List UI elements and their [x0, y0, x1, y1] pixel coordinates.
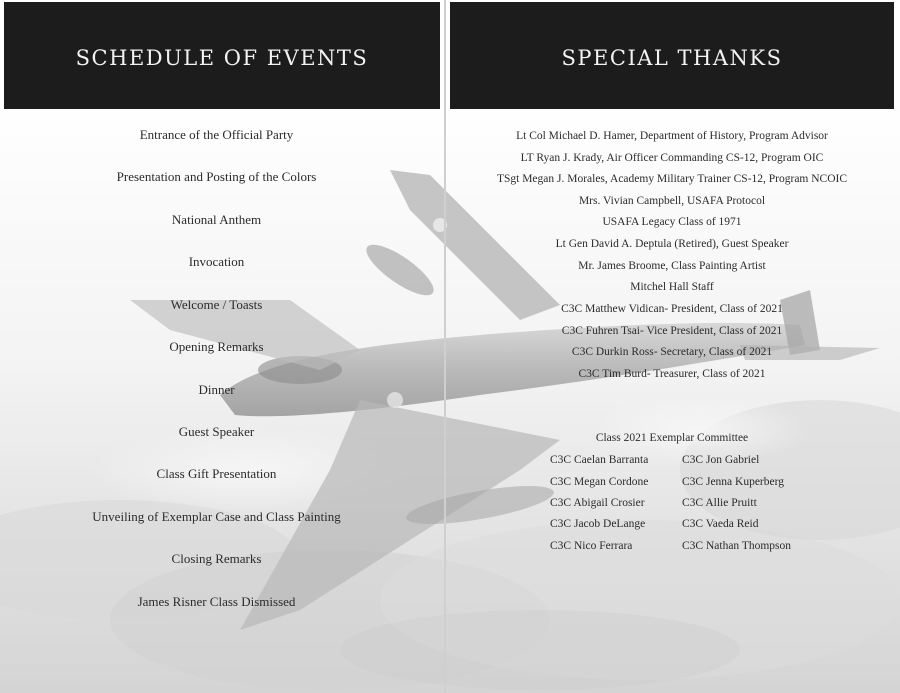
committee-member: C3C Allie Pruitt — [682, 497, 757, 509]
schedule-item: Invocation — [188, 254, 245, 269]
schedule-item: Dinner — [198, 382, 235, 397]
committee-member: C3C Megan Cordone — [550, 476, 649, 488]
schedule-header — [4, 2, 440, 109]
schedule-item: Guest Speaker — [178, 424, 255, 439]
committee-member: C3C Nathan Thompson — [682, 540, 792, 552]
schedule-item: Closing Remarks — [171, 551, 262, 566]
thanks-line: Mr. James Broome, Class Painting Artist — [578, 260, 766, 272]
schedule-item: Entrance of the Official Party — [139, 127, 294, 142]
schedule-item: National Anthem — [171, 212, 262, 227]
thanks-line: C3C Fuhren Tsai- Vice President, Class of 2021 — [561, 325, 783, 337]
thanks-line: TSgt Megan J. Morales, Academy Military Trainer CS-12, Program NCOIC — [496, 173, 848, 185]
thanks-line: Lt Gen David A. Deptula (Retired), Guest Speaker — [555, 238, 789, 250]
committee-member: C3C Nico Ferrara — [550, 540, 633, 552]
schedule-item: Unveiling of Exemplar Case and Class Painting — [92, 509, 341, 524]
committee-member: C3C Jacob DeLange — [550, 518, 646, 530]
schedule-item: Class Gift Presentation — [156, 466, 277, 481]
schedule-item: Presentation and Posting of the Colors — [116, 169, 317, 184]
committee-member: C3C Vaeda Reid — [682, 518, 759, 530]
thanks-line: C3C Matthew Vidican- President, Class of 2021 — [561, 303, 783, 315]
committee-title: Class 2021 Exemplar Committee — [595, 432, 749, 444]
special-thanks-header — [450, 2, 894, 109]
schedule-title: SCHEDULE OF EVENTS — [75, 45, 369, 70]
thanks-line: C3C Tim Burd- Treasurer, Class of 2021 — [578, 368, 766, 380]
schedule-item: Opening Remarks — [169, 339, 264, 354]
schedule-item: Welcome / Toasts — [170, 297, 263, 312]
committee-member: C3C Abigail Crosier — [550, 497, 645, 509]
committee-member: C3C Jon Gabriel — [682, 454, 760, 466]
committee-member: C3C Jenna Kuperberg — [682, 476, 784, 488]
special-thanks-title: SPECIAL THANKS — [561, 45, 783, 70]
thanks-line: Mitchel Hall Staff — [630, 281, 714, 293]
thanks-line: C3C Durkin Ross- Secretary, Class of 2021 — [571, 346, 773, 358]
page-fold — [444, 0, 446, 693]
thanks-line: LT Ryan J. Krady, Air Officer Commanding CS-12, Program OIC — [520, 152, 824, 164]
thanks-line: USAFA Legacy Class of 1971 — [602, 216, 742, 228]
thanks-line: Mrs. Vivian Campbell, USAFA Protocol — [578, 195, 766, 207]
thanks-line: Lt Col Michael D. Hamer, Department of History, Program Advisor — [516, 130, 828, 142]
schedule-item: James Risner Class Dismissed — [137, 594, 296, 609]
committee-member: C3C Caelan Barranta — [550, 454, 649, 466]
